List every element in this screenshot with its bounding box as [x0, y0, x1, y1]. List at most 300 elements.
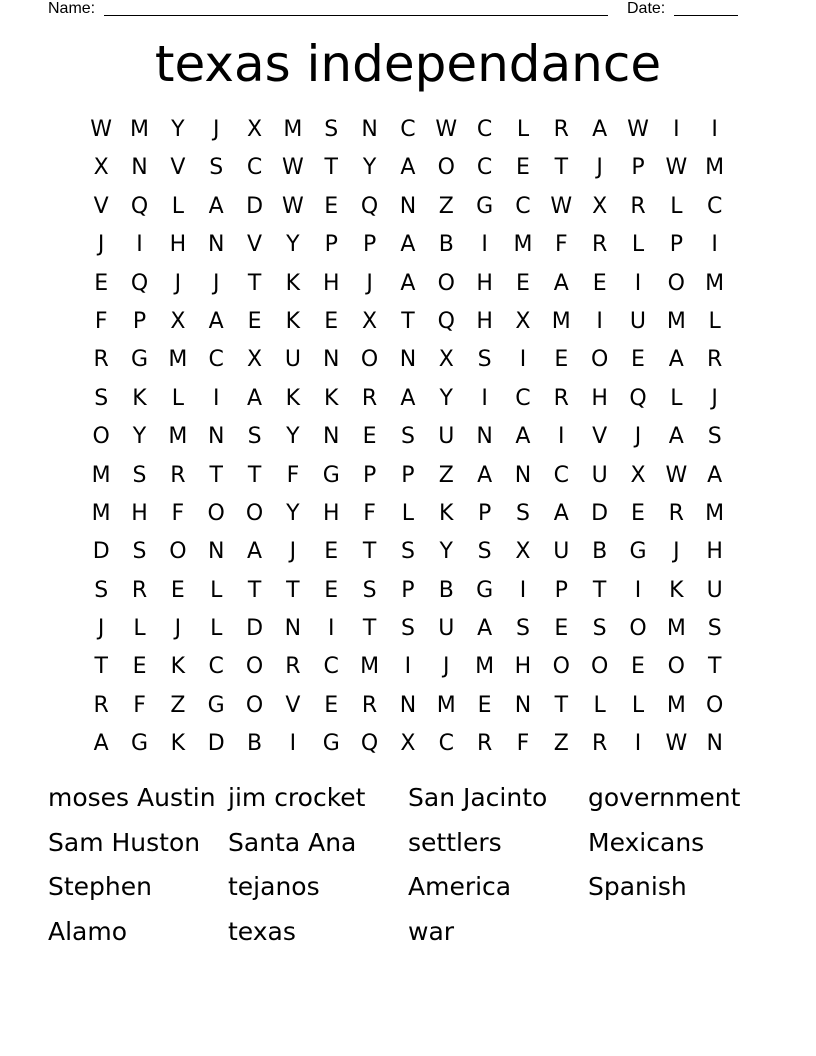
grid-letter[interactable]: M	[130, 117, 149, 142]
grid-letter[interactable]: L	[670, 193, 683, 219]
grid-letter[interactable]: N	[514, 692, 532, 718]
grid-letter[interactable]: J	[634, 424, 642, 450]
grid-letter[interactable]: S	[592, 616, 607, 642]
grid-letter[interactable]: A	[93, 731, 109, 757]
grid-letter[interactable]: P	[401, 462, 415, 488]
grid-letter[interactable]: S	[362, 577, 377, 603]
grid-letter[interactable]: M	[283, 117, 303, 142]
grid-letter[interactable]: M	[705, 155, 725, 181]
grid-letter[interactable]: L	[631, 232, 645, 258]
grid-letter[interactable]: E	[631, 347, 645, 373]
grid-letter[interactable]: O	[552, 654, 570, 680]
grid-letter[interactable]: X	[592, 193, 608, 219]
grid-letter[interactable]: K	[285, 308, 301, 334]
grid-letter[interactable]: P	[631, 155, 645, 181]
grid-letter[interactable]: A	[553, 270, 569, 296]
grid-letter[interactable]: V	[285, 692, 301, 718]
grid-letter[interactable]: S	[400, 424, 415, 450]
grid-letter[interactable]: R	[361, 385, 378, 411]
grid-letter[interactable]: P	[324, 232, 338, 258]
grid-letter[interactable]: C	[208, 347, 224, 373]
grid-letter[interactable]: S	[707, 616, 722, 642]
grid-letter[interactable]: S	[94, 577, 109, 603]
grid-letter[interactable]: Q	[437, 308, 455, 334]
grid-letter[interactable]: I	[212, 385, 220, 411]
grid-letter[interactable]: M	[551, 308, 571, 334]
grid-letter[interactable]: T	[554, 692, 569, 718]
grid-letter[interactable]: C	[323, 654, 339, 680]
grid-letter[interactable]: S	[515, 616, 530, 642]
grid-letter[interactable]: I	[404, 654, 412, 680]
grid-letter[interactable]: J	[596, 155, 603, 181]
grid-letter[interactable]: E	[324, 193, 339, 219]
grid-letter[interactable]: S	[477, 347, 492, 373]
grid-letter[interactable]: P	[554, 577, 568, 603]
grid-letter[interactable]: W	[627, 117, 649, 142]
grid-letter[interactable]: L	[708, 308, 721, 334]
grid-letter[interactable]: N	[323, 347, 340, 373]
grid-letter[interactable]: E	[324, 692, 339, 718]
grid-letter[interactable]: C	[553, 462, 569, 488]
grid-letter[interactable]: E	[554, 347, 569, 373]
grid-letter[interactable]: I	[711, 232, 718, 258]
grid-letter[interactable]: V	[170, 155, 186, 181]
grid-letter[interactable]: S	[209, 155, 224, 181]
grid-letter[interactable]: N	[284, 616, 302, 642]
grid-letter[interactable]: S	[132, 539, 147, 565]
grid-letter[interactable]: T	[362, 616, 377, 642]
grid-letter[interactable]: Z	[438, 193, 454, 219]
grid-letter[interactable]: Y	[362, 155, 377, 181]
grid-letter[interactable]: R	[131, 577, 148, 603]
grid-letter[interactable]: N	[323, 424, 340, 450]
grid-letter[interactable]: G	[476, 193, 494, 219]
grid-letter[interactable]: A	[707, 462, 723, 488]
grid-letter[interactable]: W	[435, 117, 458, 142]
grid-letter[interactable]: W	[282, 193, 304, 219]
grid-letter[interactable]: I	[596, 308, 603, 334]
grid-letter[interactable]: H	[706, 539, 723, 565]
grid-letter[interactable]: E	[362, 424, 377, 450]
grid-letter[interactable]: U	[629, 308, 647, 334]
grid-letter[interactable]: M	[666, 692, 686, 718]
grid-letter[interactable]: J	[212, 270, 220, 296]
grid-letter[interactable]: S	[515, 500, 530, 526]
grid-letter[interactable]: F	[133, 692, 146, 718]
grid-letter[interactable]: U	[438, 616, 455, 642]
grid-letter[interactable]: E	[516, 270, 530, 296]
grid-letter[interactable]: J	[366, 270, 373, 296]
grid-letter[interactable]: I	[481, 385, 488, 411]
grid-letter[interactable]: E	[94, 270, 109, 296]
grid-letter[interactable]: J	[443, 654, 450, 680]
word-list-item: Sam Huston	[48, 827, 201, 857]
grid-letter[interactable]: P	[362, 462, 377, 488]
grid-letter[interactable]: W	[665, 155, 688, 181]
grid-letter[interactable]: Y	[132, 424, 147, 450]
grid-letter[interactable]: V	[93, 193, 109, 219]
grid-letter[interactable]: O	[590, 654, 609, 680]
grid-letter[interactable]: V	[592, 424, 608, 450]
grid-letter[interactable]: M	[705, 270, 725, 296]
grid-letter[interactable]: P	[362, 232, 377, 258]
grid-letter[interactable]: J	[673, 539, 680, 565]
grid-letter[interactable]: D	[246, 193, 264, 219]
grid-letter[interactable]: L	[171, 385, 184, 411]
grid-letter[interactable]: O	[360, 347, 379, 373]
grid-letter[interactable]: I	[558, 424, 565, 450]
grid-letter[interactable]: O	[207, 500, 225, 526]
grid-letter[interactable]: R	[553, 117, 569, 142]
grid-letter[interactable]: T	[209, 462, 223, 488]
grid-letter[interactable]: A	[400, 232, 416, 258]
grid-letter[interactable]: A	[515, 424, 531, 450]
grid-letter[interactable]: X	[362, 308, 378, 334]
grid-letter[interactable]: R	[591, 232, 608, 258]
grid-letter[interactable]: H	[322, 500, 340, 526]
grid-letter[interactable]: A	[208, 308, 224, 334]
grid-letter[interactable]: T	[286, 577, 300, 603]
grid-letter[interactable]: N	[207, 232, 225, 258]
grid-letter[interactable]: L	[631, 692, 645, 718]
grid-letter[interactable]: E	[631, 500, 645, 526]
grid-letter[interactable]: S	[400, 539, 415, 565]
grid-letter[interactable]: L	[593, 692, 606, 718]
grid-letter[interactable]: M	[168, 347, 188, 373]
grid-letter[interactable]: C	[246, 155, 263, 181]
grid-letter[interactable]: T	[362, 539, 377, 565]
grid-letter[interactable]: I	[634, 270, 642, 296]
grid-letter[interactable]: G	[322, 731, 340, 757]
grid-letter[interactable]: K	[170, 731, 186, 757]
grid-letter[interactable]: S	[707, 424, 722, 450]
grid-letter[interactable]: M	[360, 654, 380, 680]
grid-letter[interactable]: W	[282, 155, 304, 181]
grid-letter[interactable]: Y	[286, 500, 300, 526]
grid-letter[interactable]: C	[476, 117, 493, 142]
grid-letter[interactable]: E	[631, 654, 645, 680]
grid-letter[interactable]: K	[170, 654, 186, 680]
grid-letter[interactable]: P	[477, 500, 492, 526]
grid-letter[interactable]: I	[673, 117, 680, 142]
grid-letter[interactable]: A	[247, 539, 263, 565]
grid-letter[interactable]: T	[247, 462, 262, 488]
grid-letter[interactable]: E	[477, 692, 492, 718]
grid-letter[interactable]: T	[401, 308, 415, 334]
grid-letter[interactable]: Y	[171, 117, 185, 142]
grid-letter[interactable]: A	[592, 117, 608, 142]
grid-letter[interactable]: T	[707, 654, 722, 680]
grid-letter[interactable]: H	[514, 654, 532, 680]
grid-letter[interactable]: Q	[130, 270, 149, 296]
grid-letter[interactable]: R	[630, 193, 646, 219]
grid-letter[interactable]: R	[553, 385, 569, 411]
grid-letter[interactable]: J	[711, 385, 718, 411]
grid-letter[interactable]: Q	[360, 193, 379, 219]
grid-letter[interactable]: P	[132, 308, 147, 334]
grid-letter[interactable]: W	[550, 193, 573, 219]
word-list-item: jim crocket	[228, 783, 366, 812]
grid-letter[interactable]: N	[131, 155, 148, 181]
grid-letter[interactable]: P	[401, 577, 415, 603]
grid-letter[interactable]: Y	[439, 385, 453, 411]
grid-letter[interactable]: K	[324, 385, 339, 411]
word-list-item: settlers	[408, 827, 502, 857]
grid-letter[interactable]: X	[400, 731, 416, 757]
grid-letter[interactable]: A	[477, 462, 493, 488]
grid-letter[interactable]: K	[439, 500, 454, 526]
word-list-item: texas	[228, 916, 296, 946]
grid-letter[interactable]: R	[668, 500, 684, 526]
name-blank-line[interactable]	[104, 15, 608, 16]
grid-letter[interactable]: V	[247, 232, 263, 258]
grid-letter[interactable]: T	[247, 577, 262, 603]
grid-letter[interactable]: J	[97, 616, 105, 642]
grid-letter[interactable]: I	[327, 616, 335, 642]
grid-letter[interactable]: R	[93, 347, 109, 373]
grid-letter[interactable]: E	[324, 308, 339, 334]
grid-letter[interactable]: Y	[439, 539, 453, 565]
grid-letter[interactable]: Z	[170, 692, 186, 718]
grid-letter[interactable]: D	[246, 616, 264, 642]
grid-letter[interactable]: H	[476, 270, 493, 296]
grid-letter[interactable]: I	[634, 731, 642, 757]
grid-letter[interactable]: H	[131, 500, 148, 526]
grid-letter[interactable]: Y	[286, 232, 300, 258]
grid-letter[interactable]: X	[630, 462, 646, 488]
grid-letter[interactable]: W	[665, 462, 688, 488]
word-list-item: tejanos	[228, 872, 320, 901]
grid-letter[interactable]: N	[399, 692, 417, 718]
grid-row	[82, 610, 734, 648]
grid-letter[interactable]: L	[133, 616, 146, 642]
grid-letter[interactable]: S	[477, 539, 492, 565]
grid-letter[interactable]: C	[515, 385, 531, 411]
grid-letter[interactable]: A	[400, 385, 416, 411]
grid-letter[interactable]: N	[399, 347, 417, 373]
grid-letter[interactable]: U	[553, 539, 570, 565]
grid-row	[82, 648, 734, 686]
grid-letter[interactable]: I	[289, 731, 297, 757]
grid-letter[interactable]: M	[91, 500, 111, 526]
grid-letter[interactable]: X	[170, 308, 186, 334]
grid-letter[interactable]: E	[132, 654, 147, 680]
grid-letter[interactable]: R	[170, 462, 186, 488]
grid-letter[interactable]: J	[174, 270, 182, 296]
word-list	[48, 779, 788, 957]
grid-letter[interactable]: E	[324, 539, 339, 565]
grid-letter[interactable]: G	[322, 462, 340, 488]
grid-letter[interactable]: Q	[130, 193, 149, 219]
grid-letter[interactable]: E	[554, 616, 569, 642]
grid-letter[interactable]: R	[591, 731, 608, 757]
grid-letter[interactable]: T	[554, 155, 569, 181]
grid-letter[interactable]: X	[247, 347, 263, 373]
grid-letter[interactable]: E	[247, 308, 262, 334]
grid-letter[interactable]: M	[168, 424, 188, 450]
grid-letter[interactable]: D	[207, 731, 225, 757]
grid-letter[interactable]: L	[210, 616, 223, 642]
grid-letter[interactable]: O	[629, 616, 647, 642]
grid-letter[interactable]: U	[591, 462, 608, 488]
grid-letter[interactable]: O	[437, 155, 455, 181]
grid-letter[interactable]: N	[706, 731, 723, 757]
grid-letter[interactable]: M	[475, 654, 495, 680]
grid-letter[interactable]: R	[707, 347, 723, 373]
grid-letter[interactable]: T	[324, 155, 338, 181]
grid-letter[interactable]: F	[363, 500, 376, 526]
grid-letter[interactable]: G	[476, 577, 494, 603]
grid-letter[interactable]: T	[592, 577, 607, 603]
grid-letter[interactable]: A	[668, 347, 684, 373]
grid-letter[interactable]: U	[438, 424, 455, 450]
grid-letter[interactable]: X	[247, 117, 263, 142]
grid-letter[interactable]: C	[706, 193, 723, 219]
grid-letter[interactable]: G	[207, 692, 225, 718]
grid-letter[interactable]: H	[476, 308, 493, 334]
grid-letter[interactable]: N	[399, 193, 417, 219]
grid-letter[interactable]: M	[91, 462, 111, 488]
grid-letter[interactable]: A	[400, 270, 416, 296]
grid-letter[interactable]: S	[132, 462, 147, 488]
grid-letter[interactable]: O	[245, 692, 264, 718]
grid-letter[interactable]: C	[208, 654, 224, 680]
grid-letter[interactable]: L	[210, 577, 223, 603]
grid-letter[interactable]: A	[553, 500, 569, 526]
grid-letter[interactable]: J	[212, 117, 220, 142]
grid-letter[interactable]: O	[245, 500, 264, 526]
grid-letter[interactable]: F	[94, 308, 108, 334]
grid-letter[interactable]: I	[634, 577, 642, 603]
grid-letter[interactable]: A	[247, 385, 263, 411]
grid-letter[interactable]: I	[519, 347, 527, 373]
grid-letter[interactable]: J	[97, 232, 105, 258]
grid-letter[interactable]: O	[92, 424, 110, 450]
grid-letter[interactable]: E	[592, 270, 607, 296]
grid-letter[interactable]: I	[711, 117, 718, 142]
grid-letter[interactable]: J	[289, 539, 297, 565]
grid-letter[interactable]: F	[171, 500, 185, 526]
grid-letter[interactable]: D	[92, 539, 110, 565]
grid-letter[interactable]: S	[247, 424, 262, 450]
grid-letter[interactable]: R	[476, 731, 493, 757]
grid-letter[interactable]: M	[666, 308, 686, 334]
grid-letter[interactable]: Q	[360, 731, 379, 757]
grid-letter[interactable]: K	[285, 385, 301, 411]
grid-letter[interactable]: C	[400, 117, 416, 142]
grid-letter[interactable]: N	[361, 117, 378, 142]
grid-letter[interactable]: E	[170, 577, 185, 603]
grid-letter[interactable]: G	[130, 347, 149, 373]
grid-letter[interactable]: H	[169, 232, 187, 258]
grid-letter[interactable]: H	[322, 270, 340, 296]
grid-letter[interactable]: S	[94, 385, 109, 411]
grid-letter[interactable]: Q	[629, 385, 647, 411]
grid-letter[interactable]: C	[476, 155, 493, 181]
grid-letter[interactable]: M	[436, 692, 456, 718]
grid-letter[interactable]: B	[438, 577, 454, 603]
grid-letter[interactable]: S	[400, 616, 415, 642]
grid-letter[interactable]: M	[513, 232, 533, 258]
grid-letter[interactable]: B	[592, 539, 608, 565]
grid-letter[interactable]: O	[667, 270, 685, 296]
grid-letter[interactable]: K	[132, 385, 147, 411]
grid-letter[interactable]: I	[136, 232, 143, 258]
grid-letter[interactable]: W	[90, 117, 113, 142]
grid-letter[interactable]: L	[171, 193, 184, 219]
grid-letter[interactable]: R	[93, 692, 109, 718]
grid-letter[interactable]: F	[516, 731, 530, 757]
grid-letter[interactable]: O	[169, 539, 187, 565]
grid-letter[interactable]: Z	[438, 462, 454, 488]
grid-letter[interactable]: X	[438, 347, 454, 373]
grid-letter[interactable]: P	[669, 232, 683, 258]
grid-letter[interactable]: D	[591, 500, 609, 526]
grid-letter[interactable]: M	[705, 500, 725, 526]
grid-letter[interactable]: U	[284, 347, 301, 373]
date-blank-line[interactable]	[674, 15, 738, 16]
grid-letter[interactable]: K	[285, 270, 301, 296]
grid-letter[interactable]: N	[207, 539, 225, 565]
grid-letter[interactable]: J	[174, 616, 182, 642]
grid-letter[interactable]: C	[515, 193, 531, 219]
grid-letter[interactable]: S	[324, 117, 339, 142]
grid-letter[interactable]: L	[401, 500, 415, 526]
grid-letter[interactable]: X	[515, 308, 531, 334]
grid-letter[interactable]: R	[285, 654, 301, 680]
grid-letter[interactable]: W	[665, 731, 688, 757]
grid-letter[interactable]: B	[438, 232, 454, 258]
grid-letter[interactable]: N	[476, 424, 493, 450]
grid-letter[interactable]: E	[516, 155, 530, 181]
grid-letter[interactable]: O	[245, 654, 264, 680]
grid-letter[interactable]: L	[516, 117, 530, 142]
grid-letter[interactable]: O	[706, 692, 724, 718]
grid-letter[interactable]: K	[669, 577, 684, 603]
grid-letter[interactable]: B	[247, 731, 263, 757]
grid-letter[interactable]: Z	[553, 731, 569, 757]
grid-letter[interactable]: M	[666, 616, 686, 642]
grid-letter[interactable]: R	[361, 692, 378, 718]
grid-letter[interactable]: H	[591, 385, 608, 411]
grid-letter[interactable]: I	[519, 577, 527, 603]
grid-letter[interactable]: F	[286, 462, 300, 488]
grid-letter[interactable]: X	[515, 539, 531, 565]
grid-letter[interactable]: G	[130, 731, 149, 757]
grid-letter[interactable]: X	[93, 155, 109, 181]
grid-letter[interactable]: O	[590, 347, 609, 373]
grid-letter[interactable]: G	[629, 539, 647, 565]
grid-letter[interactable]: T	[247, 270, 262, 296]
grid-letter[interactable]: Y	[286, 424, 300, 450]
grid-letter[interactable]: A	[477, 616, 493, 642]
grid-letter[interactable]: C	[438, 731, 454, 757]
grid-letter[interactable]: A	[208, 193, 224, 219]
grid-letter[interactable]: L	[670, 385, 683, 411]
grid-letter[interactable]: N	[207, 424, 225, 450]
grid-letter[interactable]: E	[324, 577, 339, 603]
grid-letter[interactable]: A	[668, 424, 684, 450]
grid-letter[interactable]: I	[481, 232, 488, 258]
grid-letter[interactable]: O	[667, 654, 685, 680]
grid-letter[interactable]: N	[514, 462, 532, 488]
grid-letter[interactable]: O	[437, 270, 455, 296]
grid-letter[interactable]: F	[554, 232, 568, 258]
grid-letter[interactable]: T	[94, 654, 108, 680]
grid-letter[interactable]: U	[706, 577, 723, 603]
grid-letter[interactable]: A	[400, 155, 416, 181]
word-list-item: Alamo	[48, 916, 128, 946]
